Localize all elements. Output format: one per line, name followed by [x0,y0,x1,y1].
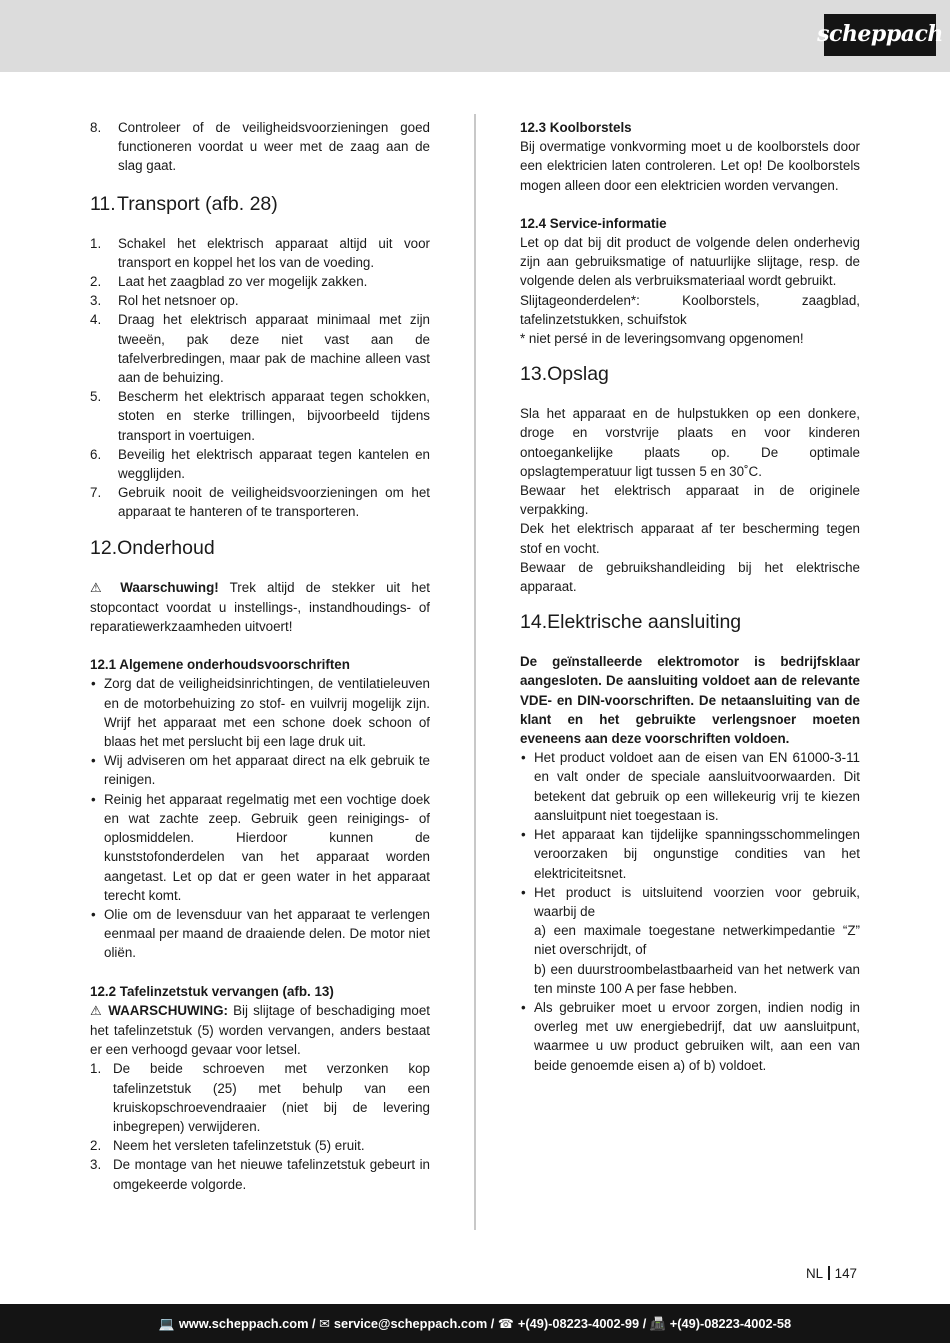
column-divider [474,114,476,1230]
list-item: 6. Beveilig het elektrisch apparaat tegen kantelen en wegglijden. [90,446,430,482]
paragraph: Bewaar de gebruikshandleiding bij het elektrische apparaat. [520,559,860,595]
section-heading-electrical: 14.Elektrische aansluiting [520,611,742,634]
list-item: 2. Laat het zaagblad zo ver mogelijk zakken. [90,274,368,290]
right-column [520,118,860,1075]
header-bar [0,0,950,72]
footer-bar: 💻 www.scheppach.com / ✉ service@scheppach.com / ☎ +(49)-08223-4002-99 / 📠 +(49)-08223-4002-58 [0,1304,950,1343]
paragraph: Slijtageonderdelen*: Koolborstels, zaagblad, tafelinzetstukken, schuifstok [520,292,860,327]
electrical-list [520,748,860,1074]
subsection-title: 12.4 Service-informatie [520,215,667,231]
subsection-title: 12.3 Koolborstels [520,120,632,135]
list-item: 1. De beide schroeven met verzonken kop tafelinzetstuk (25) met behulp van een kruiskopschroevendraaier (niet bij de levering inbegrepen) verwijderen. [90,1061,430,1134]
subsection-title: 12.1 Algemene onderhoudsvoorschriften [90,657,350,673]
computer-icon: 💻 [158,1315,175,1331]
section-heading-opslag: 13.Opslag [520,363,609,386]
maintenance-warning: ⚠ Waarschuwing! Trek altijd de stekker uit het stopcontact voordat u instellings-, instandhoudings- of reparatiewerkzaamheden uitvoert! [90,579,431,635]
list-item: 8. Controleer of de veiligheidsvoorzieningen goed functioneren voordat u weer met de zaag aan de slag gaat. [90,120,430,174]
paragraph: Bewaar het elektrisch apparaat in de originele verpakking. [520,483,860,518]
transport-intro-list [90,118,430,176]
subsection-title: 12.2 Tafelinzetstuk vervangen (afb. 13) [90,983,334,999]
scheppach-logo: scheppach [824,14,936,56]
warning-icon: ⚠ [90,580,110,596]
subsection-service-info [520,214,860,348]
mail-icon: ✉ [319,1315,330,1331]
subsection-carbon-brushes [520,118,860,195]
list-item: 7. Gebruik nooit de veiligheidsvoorzieningen om het apparaat te hanteren of te transporteren. [90,485,430,520]
list-item: • Het apparaat kan tijdelijke spanningsschommelingen veroorzaken bij ongunstige condities van het elektriciteitsnet. [520,825,860,883]
transport-list [90,234,430,522]
bold-paragraph: De geïnstalleerde elektromotor is bedrijfsklaar aangesloten. De aansluiting voldoet aan de relevante VDE- en DIN-voorschriften. De netaansluiting van de klant en het gebruikte verlengsnoer moeten eveneens aan deze voorschriften voldoen. [520,654,860,747]
paragraph: Bij overmatige vonkvorming moet u de koolborstels door een elektricien laten controleren. Let op! De koolborstels mogen alleen door een elektricien worden vervangen. [520,139,860,193]
subsection-general-maintenance [90,655,430,962]
table-insert-warning: ⚠ WAARSCHUWING: Bij slijtage of beschadiging moet het tafelinzetstuk (5) worden vervangen, anders bestaat er een verhoogd gevaar voor letsel. [90,1002,430,1058]
paragraph: * niet persé in de leveringsomvang opgenomen! [520,331,804,347]
table-insert-steps [90,1059,430,1193]
section-heading-transport: 11.Transport (afb. 28) [90,192,278,215]
footer-phone: +(49)-08223-4002-99 [517,1315,640,1331]
footer-email[interactable]: service@scheppach.com [333,1315,488,1331]
list-item: 3. De montage van het nieuwe tafelinzetstuk gebeurt in omgekeerde volgorde. [90,1157,430,1192]
list-item: 4. Draag het elektrisch apparaat minimaal met zijn tweeën, pak deze niet vast aan de tafelverbredingen, maar pak de machine alleen vast aan de behuizing. [90,312,430,386]
warning-icon: ⚠ [90,1003,104,1019]
subsection-table-insert [90,982,430,1194]
page-number-separator [828,1266,830,1280]
paragraph: Dek het elektrisch apparaat af ter bescherming tegen stof en vocht. [520,521,860,556]
list-item: 2. Neem het versleten tafelinzetstuk (5) eruit. [90,1138,365,1154]
list-item: • Het product is uitsluitend voorzien voor gebruik, waarbij de a) een maximale toegestane netwerkimpedantie “Z” niet overschrijdt, of b) een duurstroombelastbaarheid van het netwerk van ten minste 100 A per fase hebben. [520,883,860,998]
list-item: • Als gebruiker moet u ervoor zorgen, indien nodig in overleg met uw energiebedrijf, dat uw aansluitpunt, waarmee u uw product gebruiken wilt, aan een van beide genoemde eisen a) of b) voldoet. [520,998,860,1075]
list-item: 1. Schakel het elektrisch apparaat altijd uit voor transport en koppel het los van de voeding. [90,235,430,270]
left-column [90,118,430,1194]
list-item: • Olie om de levensduur van het apparaat te verlengen eenmaal per maand de draaiende delen. De motor niet oliën. [90,905,430,963]
page-number: NL 147 [806,1266,857,1281]
list-item: • Het product voldoet aan de eisen van EN 61000-3-11 en valt onder de speciale aansluitvoorwaarden. Dit betekent dat gebruik op een willekeurig vrij te kiezen aansluitpunt niet toegestaan is. [520,748,860,825]
list-item: 3. Rol het netsnoer op. [90,293,239,309]
list-item: 5. Bescherm het elektrisch apparaat tegen schokken, stoten en sterke trillingen, bijvoorbeeld tijdens transport in voertuigen. [90,389,430,443]
footer-fax: +(49)-08223-4002-58 [669,1315,792,1331]
paragraph: Let op dat bij dit product de volgende delen onderhevig zijn aan gebruiksmatige of natuurlijke slijtage, resp. de volgende delen als verbruiksmateriaal wordt gebruikt. [520,235,860,289]
phone-icon: ☎ [497,1315,514,1331]
paragraph: Sla het apparaat en de hulpstukken op een donkere, droge en vorstvrije plaats en voor kinderen ontoegankelijke plaats op. De optimale opslagtemperatuur ligt tussen 5 en 30˚C. [520,406,860,479]
list-item: • Reinig het apparaat regelmatig met een vochtige doek en wat zachte zeep. Gebruik geen reinigings- of oplosmiddelen. Hierdoor kunnen de kunststofonderdelen van het apparaat worden aangetast. Let op dat er geen water in het apparaat terecht komt. [90,790,430,905]
footer-website[interactable]: www.scheppach.com [178,1315,309,1331]
list-item: • Wij adviseren om het apparaat direct na elk gebruik te reinigen. [90,751,430,789]
list-item: • Zorg dat de veiligheidsinrichtingen, de ventilatieleuven en de motorbehuizing zo stof- en vuilvrij mogelijk zijn. Wrijf het apparaat met een schone doek schoon of blaas het met perslucht bij een lage druk uit. [90,674,430,751]
maintenance-list [90,674,430,962]
fax-icon: 📠 [649,1315,666,1331]
section-heading-onderhoud: 12.Onderhoud [90,536,215,559]
